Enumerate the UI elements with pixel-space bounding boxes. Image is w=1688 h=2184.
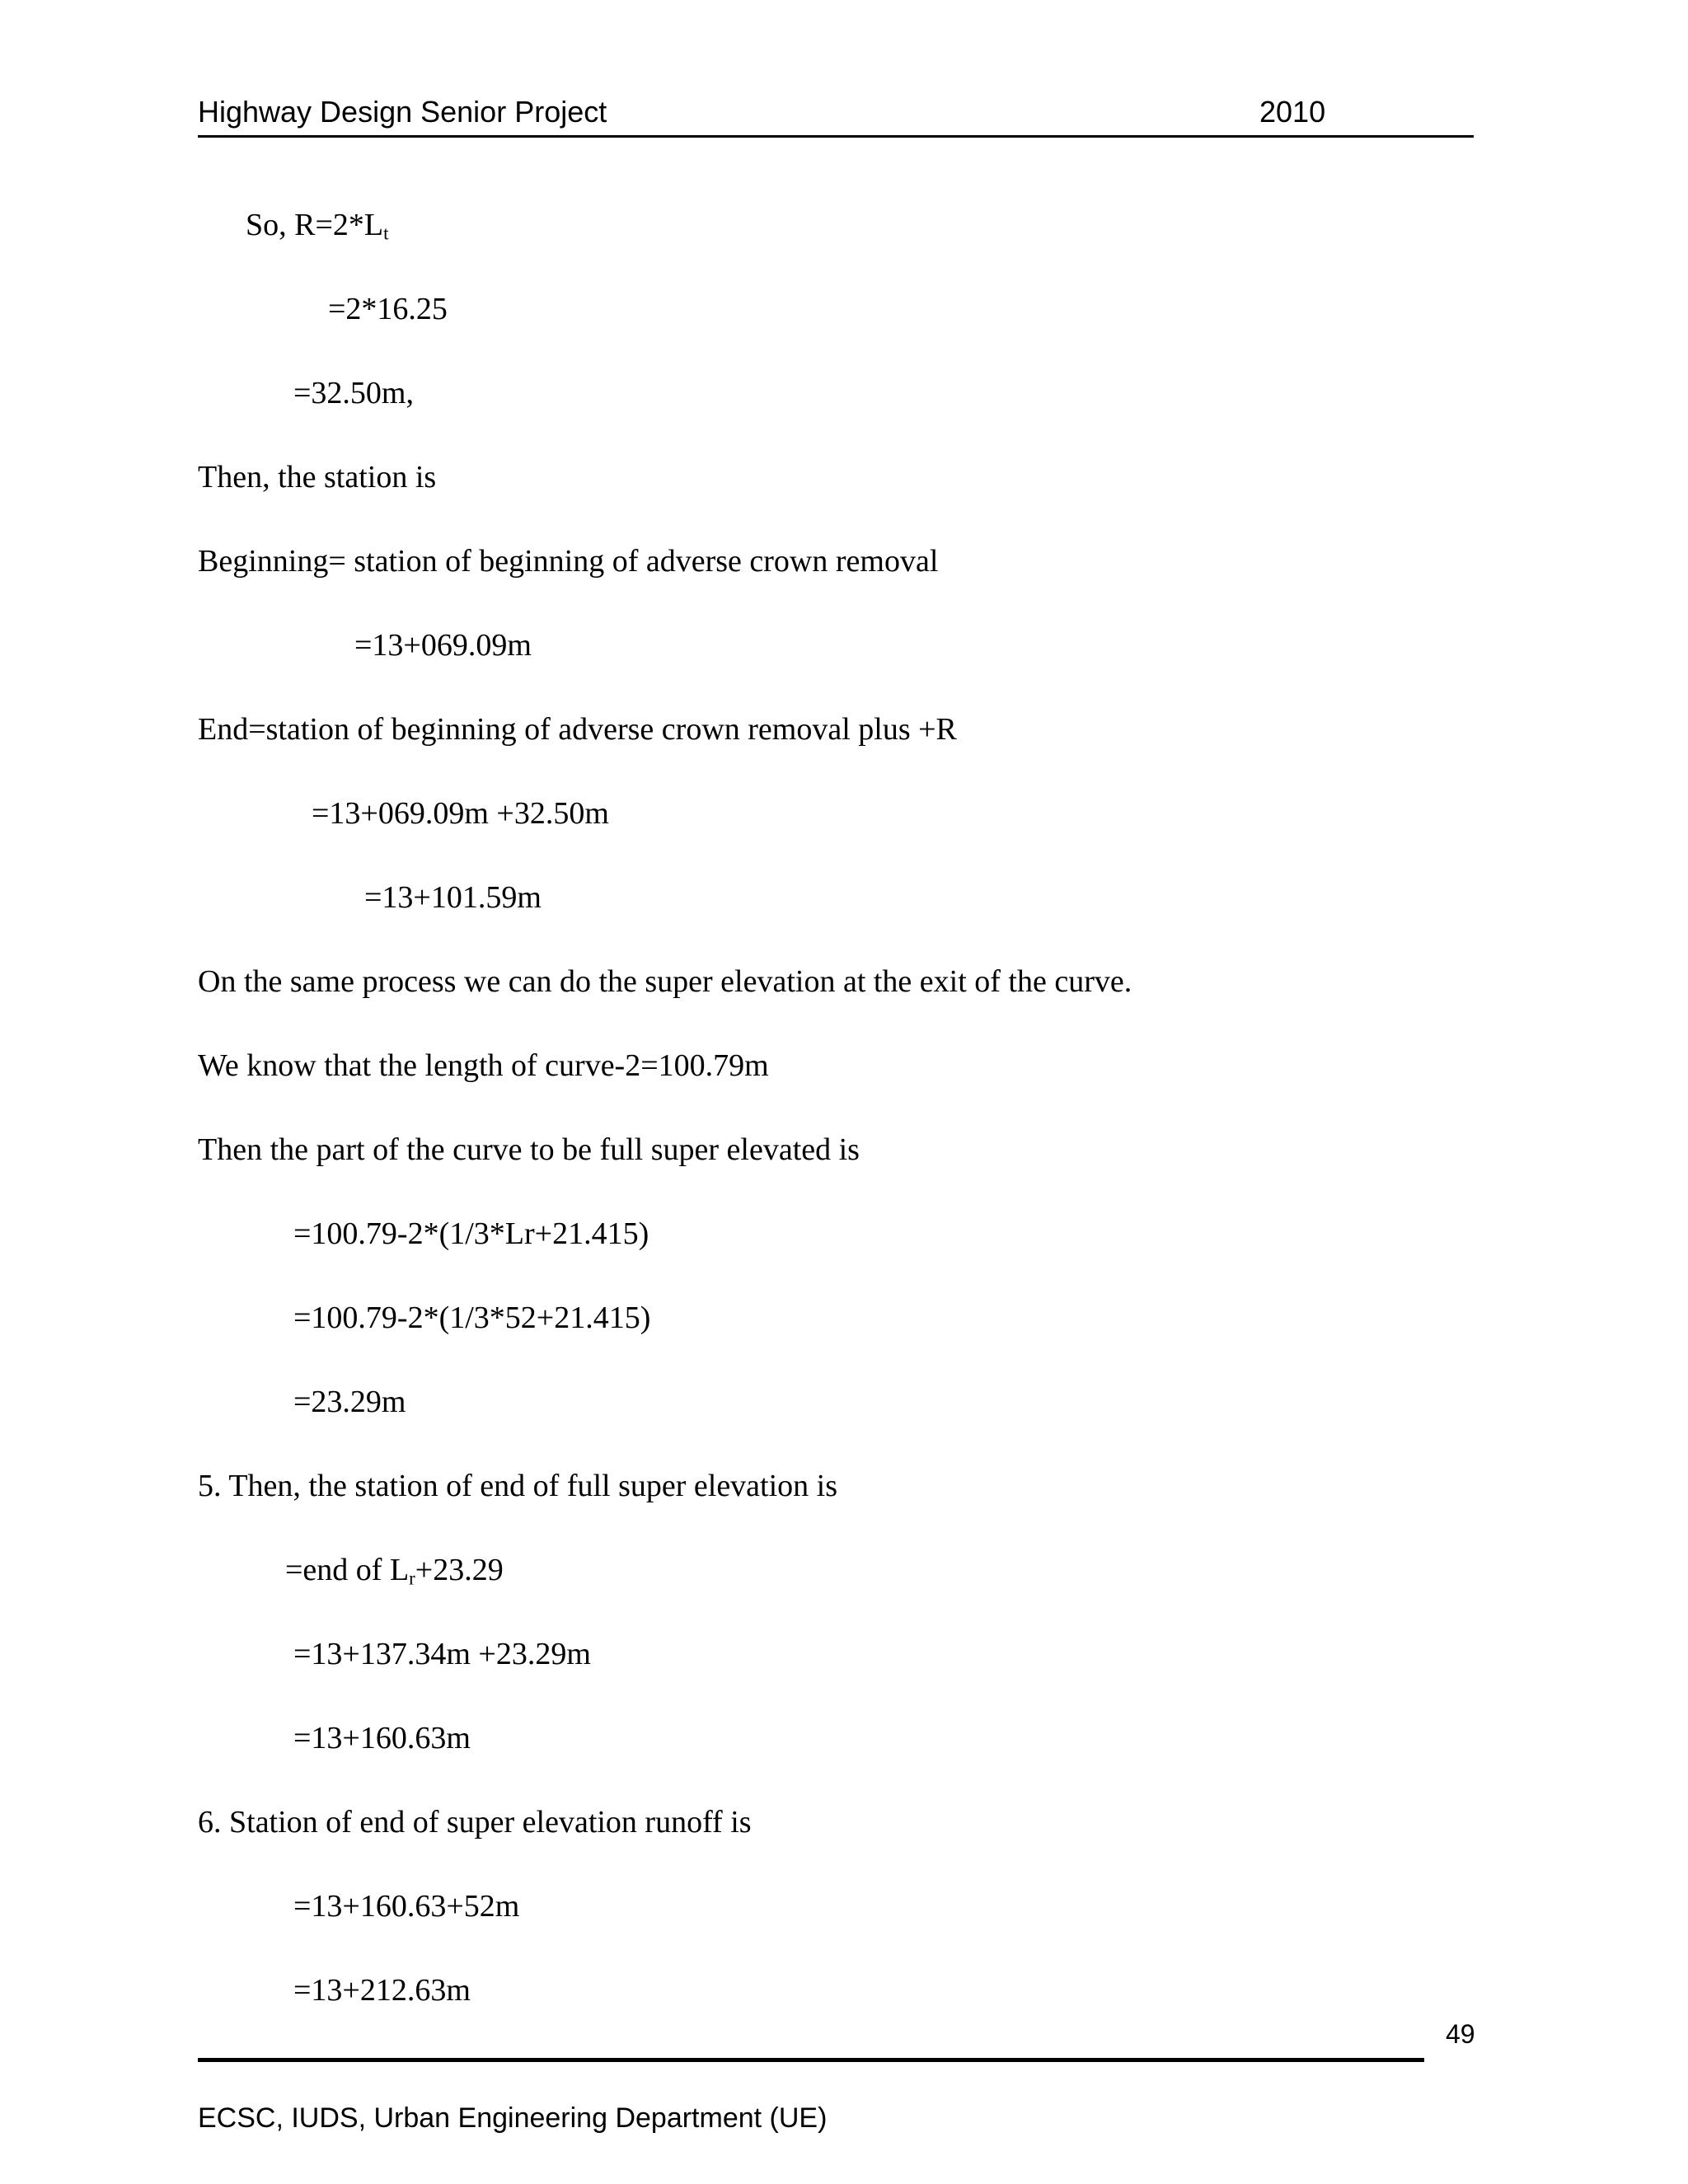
numbered-step-6: 6. Station of end of super elevation runoff is: [198, 1805, 752, 1840]
page-number: 49: [1446, 2019, 1475, 2049]
header-title: Highway Design Senior Project: [198, 95, 607, 129]
paragraph-line: We know that the length of curve-2=100.79m: [198, 1048, 769, 1083]
formula-line: =100.79-2*(1/3*Lr+21.415): [293, 1216, 649, 1251]
formula-line: =13+069.09m +32.50m: [312, 796, 609, 831]
paragraph-line: End=station of beginning of adverse crown removal plus +R: [198, 712, 957, 747]
formula-line: =100.79-2*(1/3*52+21.415): [293, 1301, 651, 1335]
formula-line: =13+101.59m: [364, 880, 542, 915]
paragraph-line: Then, the station is: [198, 460, 437, 494]
footer-text: ECSC, IUDS, Urban Engineering Department (UE): [198, 2102, 828, 2134]
header-year: 2010: [1259, 95, 1326, 129]
paragraph-line: Then the part of the curve to be full super elevated is: [198, 1132, 860, 1167]
formula-line: =13+160.63m: [293, 1721, 471, 1755]
formula-r-text: So, R=2*L: [246, 208, 384, 242]
formula-end-of-lr-subscript: r: [409, 1568, 415, 1589]
footer-rule: [198, 2058, 1424, 2062]
header-rule: [198, 135, 1474, 138]
formula-end-of-lr: [285, 1554, 504, 1588]
formula-line: =13+212.63m: [293, 1973, 471, 2008]
formula-line: =32.50m,: [293, 376, 414, 410]
paragraph-line: On the same process we can do the super elevation at the exit of the curve.: [198, 964, 1132, 999]
formula-line: =13+160.63+52m: [293, 1889, 520, 1924]
numbered-step-5: 5. Then, the station of end of full super elevation is: [198, 1469, 838, 1503]
formula-r: [246, 209, 388, 243]
formula-r-subscript: t: [383, 223, 389, 244]
paragraph-line: Beginning= station of beginning of adverse crown removal: [198, 544, 939, 579]
formula-line: =13+137.34m +23.29m: [293, 1637, 591, 1671]
formula-line: =23.29m: [293, 1385, 406, 1419]
formula-end-of-lr-tail: +23.29: [415, 1553, 504, 1587]
formula-line: =2*16.25: [328, 292, 448, 326]
formula-end-of-lr-text: =end of L: [285, 1553, 410, 1587]
formula-line: =13+069.09m: [354, 628, 532, 663]
